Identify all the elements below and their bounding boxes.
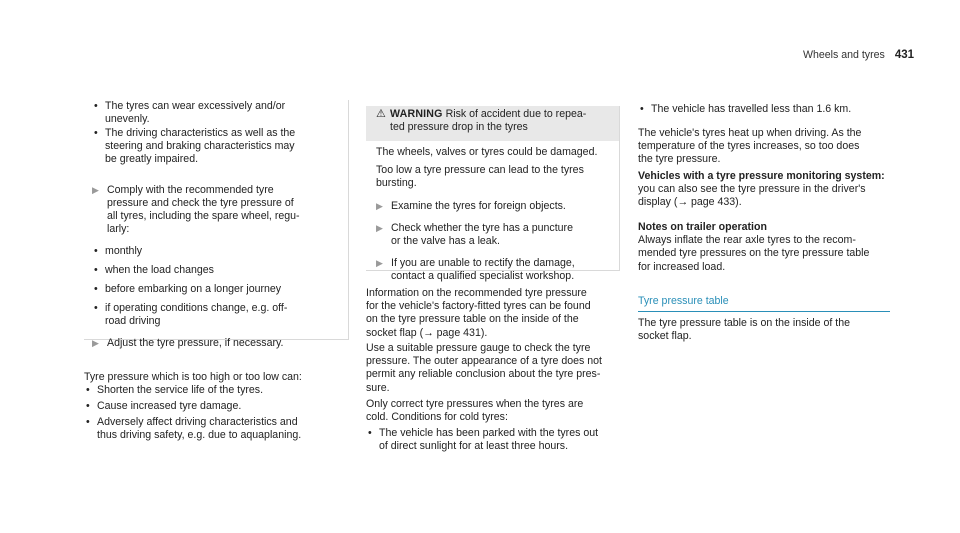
list-item: • The tyres can wear excessively and/or — [92, 100, 285, 113]
list-item: • The driving characteristics as well as the — [92, 127, 295, 140]
list-item: • when the load changes — [92, 264, 214, 277]
list-item-cont: unevenly. — [105, 113, 150, 125]
list-item: • if operating conditions change, e.g. off- — [92, 302, 287, 315]
warning-line: bursting. — [376, 177, 417, 190]
cold-paragraph: Only correct tyre pressures when the tyres are cold. Conditions for cold tyres: — [366, 398, 584, 424]
step-cont: larly: — [107, 223, 130, 235]
trailer-paragraph: Notes on trailer operation Always inflate the rear axle tyres to the recom- mended tyre pressures on the tyre pressure table for increased load. — [638, 221, 890, 274]
warning-triangle-icon: ⚠ — [376, 108, 386, 120]
list-item: • The vehicle has been parked with the tyres out — [366, 427, 598, 440]
table-paragraph: The tyre pressure table is on the inside of the socket flap. — [638, 317, 850, 343]
list-item-cont: of direct sunlight for at least three hours. — [379, 440, 569, 452]
warning-line: Too low a tyre pressure can lead to the tyres — [376, 164, 584, 177]
heading-rule — [638, 311, 890, 312]
page-number: 431 — [894, 49, 914, 61]
intro-text: Tyre pressure which is too high or too low can: — [84, 371, 302, 383]
heat-paragraph: The vehicle's tyres heat up when driving. As the temperature of the tyres increases, so too does the tyre pressure. — [638, 127, 862, 166]
step-item: ▶ Adjust the tyre pressure, if necessary. — [92, 337, 284, 349]
list-item-cont: steering and braking characteristics may — [105, 140, 295, 152]
warning-header — [366, 106, 619, 141]
list-item: • monthly — [92, 245, 142, 258]
list-item-cont: be greatly impaired. — [105, 153, 199, 165]
section-title: Wheels and tyres — [802, 49, 885, 61]
table-section-title — [638, 295, 890, 312]
trailer-heading: Notes on trailer operation — [638, 221, 767, 233]
step-cont: contact a qualified specialist workshop. — [391, 270, 575, 283]
gauge-paragraph: Use a suitable pressure gauge to check the tyre pressure. The outer appearance of a tyre does not permit any reliable conclusion about the tyre pres- sure. — [366, 342, 602, 394]
warning-box — [366, 106, 620, 283]
list-item-cont: road driving — [105, 315, 161, 327]
step-cont: all tyres, including the spare wheel, regu- — [107, 210, 300, 222]
list-item: • before embarking on a longer journey — [92, 283, 281, 296]
warning-title: Risk of accident due to repea- — [445, 108, 587, 120]
warning-title-cont: ted pressure drop in the tyres — [390, 121, 528, 134]
step-cont: pressure and check the tyre pressure of — [107, 197, 294, 209]
section-heading: Tyre pressure table — [638, 295, 729, 307]
list-item: • The vehicle has travelled less than 1.6 km. — [638, 103, 851, 116]
step-arrow-icon: ▶ — [376, 222, 383, 233]
list-item: • Adversely affect driving characteristics and — [84, 416, 298, 429]
list-item-cont: thus driving safety, e.g. due to aquaplaning. — [97, 429, 302, 441]
step-arrow-icon: ▶ — [92, 338, 99, 348]
page-header — [803, 49, 914, 62]
step-item: ▶ Check whether the tyre has a puncture — [376, 221, 573, 234]
step-arrow-icon: ▶ — [92, 185, 99, 195]
step-cont: or the valve has a leak. — [391, 235, 500, 248]
info-paragraph: Information on the recommended tyre pressure for the vehicle's factory-fitted tyres can be found on the tyre pressure table on the inside of the socket flap (→ page 431). — [366, 287, 591, 339]
warning-line: The wheels, valves or tyres could be damaged. — [376, 146, 598, 158]
monitor-heading: Vehicles with a tyre pressure monitoring system: — [638, 170, 885, 182]
caution-box — [84, 100, 349, 340]
list-item: • Shorten the service life of the tyres. — [84, 384, 263, 397]
monitor-paragraph: Vehicles with a tyre pressure monitoring system: you can also see the tyre pressure in the driver's display (→ page 433). — [638, 170, 890, 210]
step-arrow-icon: ▶ — [376, 200, 383, 211]
step-item: ▶ Comply with the recommended tyre — [92, 184, 274, 196]
warning-body — [366, 141, 619, 284]
step-item: ▶ If you are unable to rectify the damage, — [376, 257, 575, 270]
step-item: ▶ Examine the tyres for foreign objects. — [376, 199, 566, 212]
list-item: • Cause increased tyre damage. — [84, 400, 241, 413]
step-arrow-icon: ▶ — [376, 258, 383, 269]
warning-label: WARNING — [390, 108, 443, 120]
